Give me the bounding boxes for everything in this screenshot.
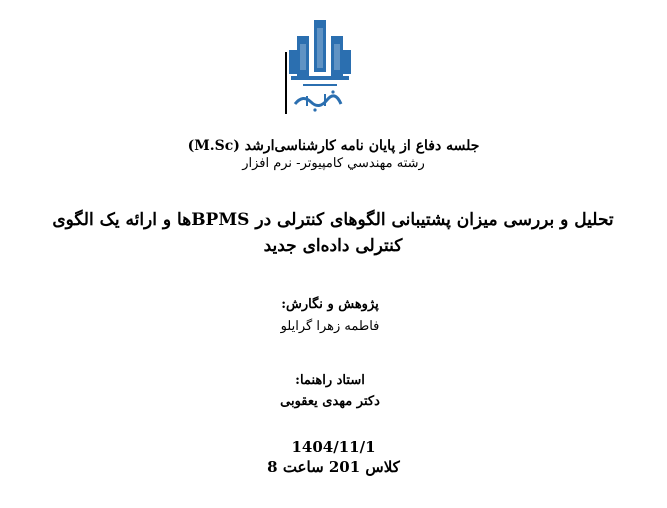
thesis-title [33,207,633,259]
author-name: فاطمه زهرا گرایلو [280,319,380,334]
advisor-name: دکتر مهدی یعقوبی [280,394,380,409]
university-logo-icon [285,14,355,116]
advisor-label: استاد راهنما: [295,373,365,388]
author-label: پژوهش و نگارش: [281,297,379,312]
thesis-title-line-1: تحلیل و بررسی میزان پشتیبانی الگوهای کنترلی در BPMSها و ارائه یک الگوی [52,210,614,230]
session-date: 1404/11/1 [291,438,376,456]
thesis-title-line-2: کنترلی داده‌ای جدید [263,236,403,256]
session-room-time: کلاس 201 ساعت 8 [267,458,400,476]
field-of-study: رشته مهندسي کامپيوتر- نرم افزار [242,156,425,171]
defense-session-title: جلسه دفاع از پایان نامه کارشناسی‌ارشد (M.Sc) [187,138,480,154]
